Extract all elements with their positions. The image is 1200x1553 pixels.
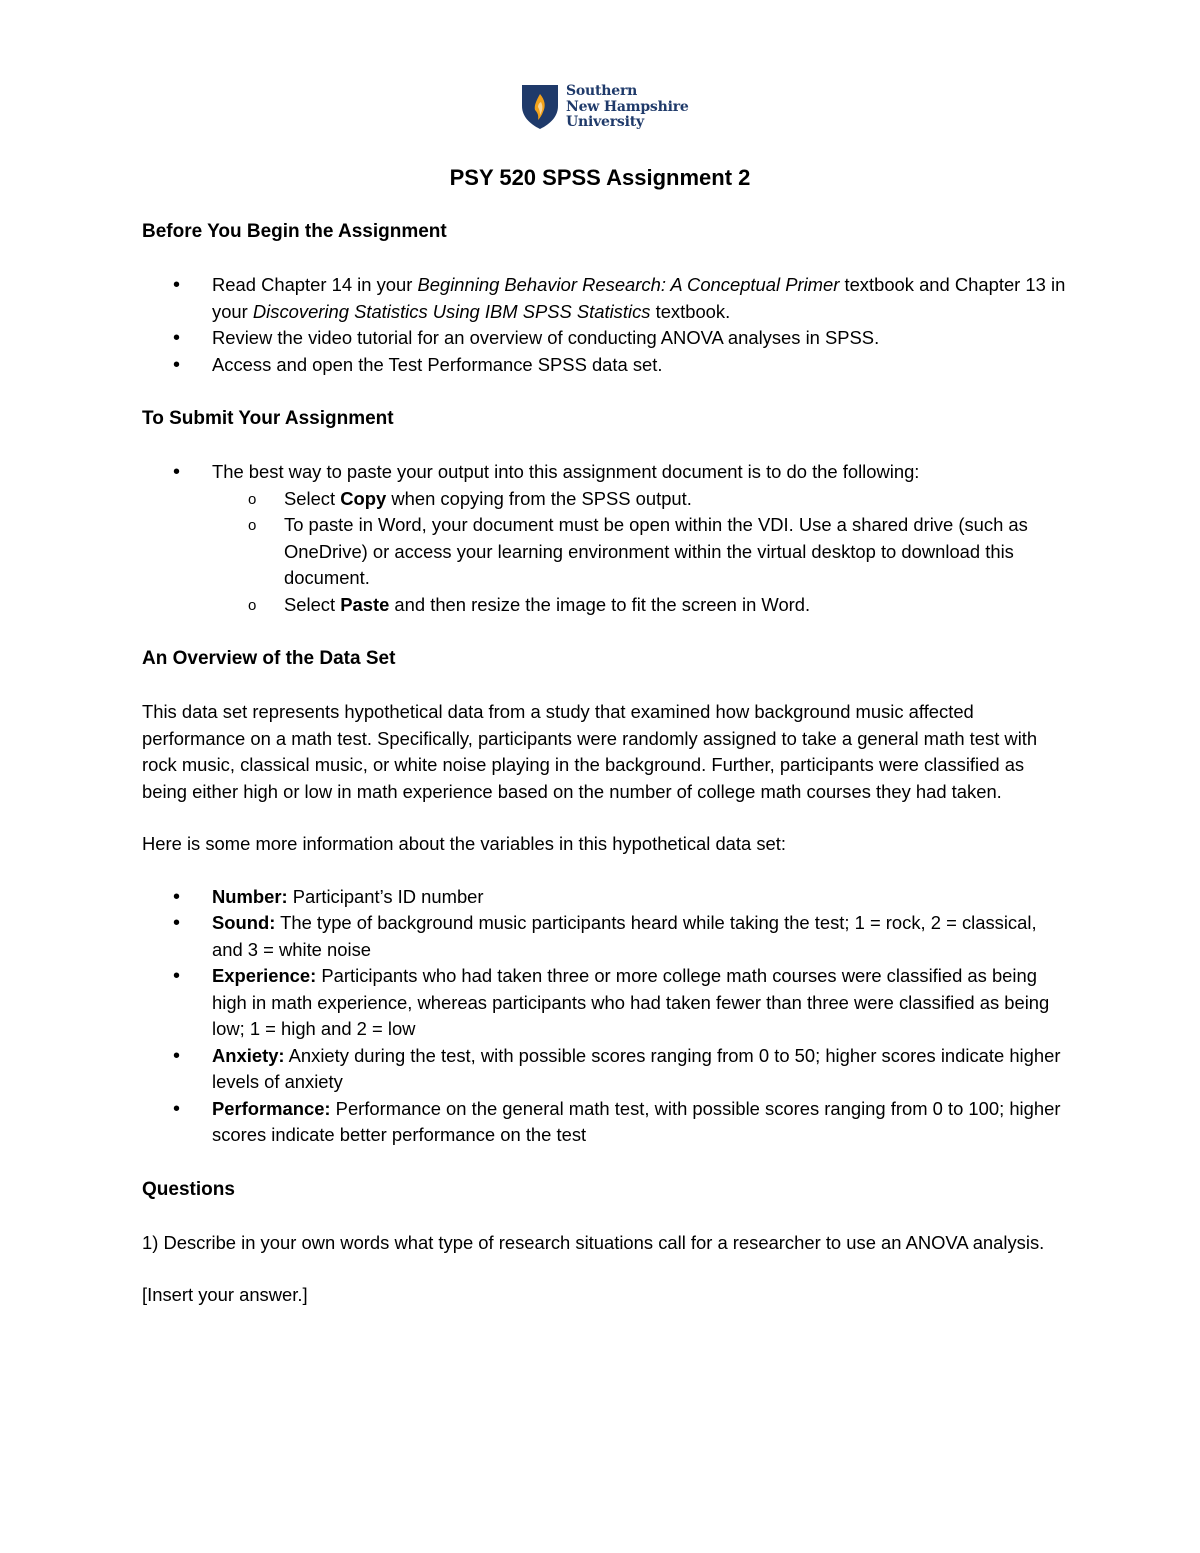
- variable-desc: Anxiety during the test, with possible scores ranging from 0 to 50; higher scores indicate higher levels of anxiety: [212, 1044, 1061, 1092]
- variable-desc: Performance on the general math test, with possible scores ranging from 0 to 100; higher scores indicate better performance on the test: [212, 1097, 1061, 1145]
- item-text: The best way to paste your output into this assignment document is to do the following:: [212, 461, 920, 482]
- heading-overview: An Overview of the Data Set: [142, 648, 396, 669]
- item-text: textbook.: [650, 300, 731, 322]
- variable-term: Anxiety:: [212, 1044, 285, 1066]
- variable-term: Number:: [212, 885, 288, 907]
- variable-desc: Participant’s ID number: [287, 885, 484, 907]
- book-title: Discovering Statistics Using IBM SPSS Statistics: [252, 300, 651, 322]
- item-text: textbook and Chapter 13 in your: [212, 274, 1066, 322]
- logo-line-2: New Hampshire: [566, 98, 689, 115]
- sublist-item: o To paste in Word, your document must be open within the VDI. Use a shared drive (such as OneDrive) or access your learning environment within the virtual desktop to download this document.: [212, 512, 1072, 592]
- question-1: 1) Describe in your own words what type of research situations call for a researcher to use an ANOVA analysis.: [142, 1231, 1045, 1253]
- logo-line-1: Southern: [566, 83, 638, 99]
- variable-desc: The type of background music participants heard while taking the test; 1 = rock, 2 = classical, and 3 = white noise: [212, 912, 1037, 960]
- answer-placeholder[interactable]: [Insert your answer.]: [142, 1284, 308, 1305]
- paste-term: Paste: [340, 593, 390, 615]
- heading-questions: Questions: [142, 1178, 235, 1200]
- list-item: • Review the video tutorial for an overview of conducting ANOVA analyses in SPSS.: [142, 325, 1072, 352]
- sublist-item: [212, 486, 1072, 513]
- variable-term: Performance:: [212, 1097, 331, 1119]
- shield-flame-icon: [521, 84, 559, 130]
- overview-paragraph: This data set represents hypothetical data from a study that examined how background music affected performance on a math test. Specifically, participants were randomly assigned to take a general math test with rock music, classical music, or white noise playing in the background. Further, participants were classified as being either high or low in math experience based on the number of college math courses they had taken.: [142, 701, 1038, 802]
- variables-intro: Here is some more information about the variables in this hypothetical data set:: [142, 833, 787, 854]
- variable-item: [142, 884, 1072, 911]
- item-text: Select: [284, 593, 341, 615]
- submit-sublist: [212, 486, 1072, 619]
- item-text: when copying from the SPSS output.: [386, 487, 692, 509]
- sublist-item: [212, 592, 1072, 619]
- heading-before-you-begin: Before You Begin the Assignment: [142, 221, 447, 242]
- item-text: Select: [284, 487, 341, 509]
- variable-item: [142, 1043, 1072, 1096]
- list-item: [142, 459, 1072, 618]
- university-logo: [521, 84, 691, 134]
- document-title: PSY 520 SPSS Assignment 2: [449, 165, 751, 190]
- list-item: • Access and open the Test Performance SPSS data set.: [142, 352, 1072, 379]
- variable-item: [142, 910, 1072, 963]
- variable-term: Experience:: [212, 965, 317, 986]
- submit-list: [142, 459, 1072, 618]
- variable-item: [142, 963, 1072, 1043]
- logo-wordmark: [566, 84, 689, 131]
- book-title: Beginning Behavior Research: A Conceptual Primer: [417, 274, 840, 295]
- copy-term: Copy: [340, 487, 387, 509]
- variables-list: [142, 884, 1072, 1149]
- document-body: [142, 218, 1072, 1309]
- list-item: [142, 272, 1072, 325]
- before-list: [142, 272, 1072, 378]
- logo-line-3: University: [566, 114, 644, 130]
- variable-desc: Participants who had taken three or more college math courses were classified as being high in math experience, whereas participants who had taken fewer than three were classified as being low; 1 = high and 2 = low: [212, 965, 1050, 1039]
- variable-term: Sound:: [212, 912, 276, 933]
- variable-item: [142, 1096, 1072, 1149]
- item-text: Read Chapter 14 in your: [212, 274, 418, 295]
- item-text: and then resize the image to fit the screen in Word.: [389, 593, 811, 615]
- heading-to-submit: To Submit Your Assignment: [142, 408, 394, 429]
